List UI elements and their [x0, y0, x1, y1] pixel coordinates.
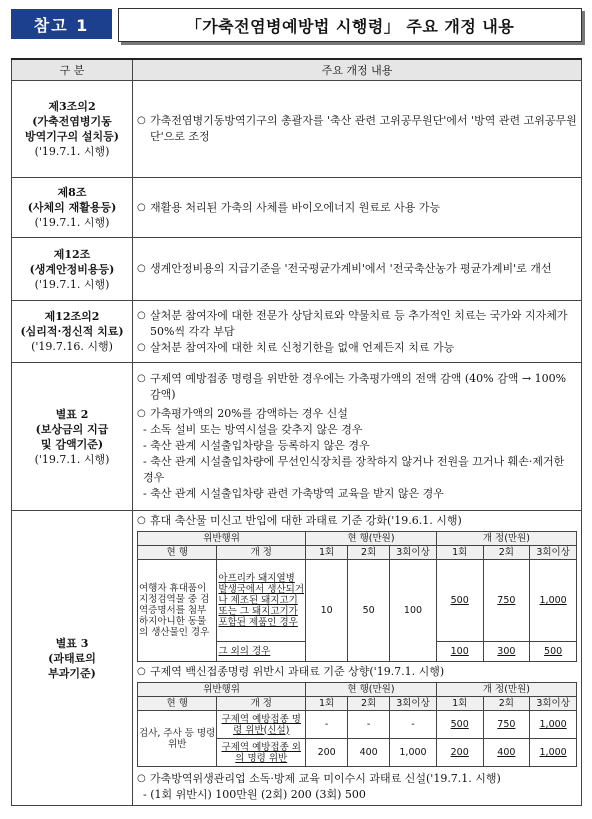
bullet-circle-icon: ○: [137, 115, 146, 126]
bullet-circle-icon: ○: [137, 341, 146, 353]
table-row: [12, 511, 582, 806]
table-row: [12, 238, 582, 301]
list-item: - 소독 설비 또는 방역시설을 갖추지 않은 경우: [143, 423, 363, 436]
list-item: - 축산 관계 시설출입차량 관련 가축방역 교육을 받지 않은 경우: [143, 487, 444, 500]
row-category: 제12조의2 (심리적·정신적 치료) ('19.7.16. 시행): [12, 301, 133, 363]
row-content: ○ 구제역 예방접종 명령을 위반한 경우에는 가축평가액의 전액 감액 (40% 감액 → 100% 감액) ○ 가축평가액의 20%를 감액하는 경우 신설 - 소독 설비 또는 방역시설을 갖추지 않은 경우 - 축산 관계 시설출입차량을 등록하지 않은 경우 - 축산 관계 시설출입차량에 무선인식장치를 장착하지 않거나 전원을 끄거나 훼손·제거한 경우 - 축산 관계 시설출입차량 관련 가축방역 교육을 받지 않은 경우: [133, 363, 582, 511]
row-category: 별표 2 (보상금의 지급 및 감액기준) ('19.7.1. 시행): [12, 363, 133, 511]
bullet-circle-icon: ○: [137, 666, 146, 677]
bullet-circle-icon: ○: [137, 515, 146, 526]
bullet-circle-icon: ○: [137, 408, 146, 419]
table-row: [12, 363, 582, 511]
list-item: - 축산 관계 시설출입차량에 무선인식장치를 장착하지 않거나 전원을 끄거나 훼손·제거한 경우: [143, 455, 565, 484]
row-content: ○ 살처분 참여자에 대한 전문가 상담치료와 약물치료 등 추가적인 치료는 국가와 지자체가 50%씩 각각 부담 ○ 살처분 참여자에 대한 치료 신청기한을 없애 언제든지 치료 가능: [133, 301, 582, 363]
list-item: - 축산 관계 시설출입차량을 등록하지 않은 경우: [143, 439, 370, 452]
table-row: [12, 301, 582, 363]
row-category: 별표 3 (과태료의 부과기준): [12, 511, 133, 806]
list-item: - (1회 위반시) 100만원 (2회) 200 (3회) 500: [143, 788, 366, 801]
bullet-circle-icon: ○: [137, 309, 146, 321]
bullet-circle-icon: ○: [137, 773, 146, 784]
page-title: 「가축전염병예방법 시행령」 주요 개정 내용: [118, 8, 582, 42]
penalty-table-1: 위반행위 현 행(만원) 개 정(만원) 현 행 개 정 1회 2회 3회이상 1회 2회 3회이상 여행자 휴대품이 지정검역물 중 검역증명서를 첨부하지아니한 동물의 생산물인 경우 아프리카 돼지열병 발생국에서 생산되거나 제조된 돼지고기 또는 그 돼지고기가 포함된 제품인 경우 10 50 100 500 750 1,000 그 외의 경우 100 300 500: [137, 531, 577, 662]
row-content: ○ 재활용 처리된 가축의 사체를 바이오에너지 원료로 사용 가능: [133, 178, 582, 238]
reference-badge: 참고 1: [11, 9, 112, 39]
header-content: 주요 개정 내용: [133, 59, 582, 81]
table-row: [12, 178, 582, 238]
penalty-table-2: 위반행위 현 행(만원) 개 정(만원) 현 행 개 정 1회 2회 3회이상 1회 2회 3회이상 검사, 주사 등 명령 위반 구제역 예방접종 명령 위반(신설) - - - 500 750 1,000 구제역 예방접종 외의 명령 위반 200 400 1,000 200 400 1,000: [137, 682, 577, 767]
amendment-table: [11, 58, 582, 806]
bullet-circle-icon: ○: [137, 263, 146, 274]
row-category: 제12조 (생계안정비용등) ('19.7.1. 시행): [12, 238, 133, 301]
table-row: [12, 81, 582, 178]
bullet-circle-icon: ○: [137, 201, 146, 213]
row-content: ○ 가축전염병기동방역기구의 총괄자를 '축산 관련 고위공무원단'에서 '방역 관련 고위공무원단'으로 조정: [133, 81, 582, 178]
bullet-circle-icon: ○: [137, 373, 146, 384]
row-category: 제8조 (사체의 재활용등) ('19.7.1. 시행): [12, 178, 133, 238]
row-content: ○ 휴대 축산물 미신고 반입에 대한 과태료 기준 강화('19.6.1. 시행) 위반행위 현 행(만원) 개 정(만원) 현 행 개 정 1회 2회 3회이상 1회 2회 3회이상 여행자 휴대품이 지정검역물 중 검역증명서를 첨부하지아니한 동물의 생산물인 경우 아프리카 돼지열병 발생국에서 생산되거나 제조된 돼지고기 또는 그 돼지고기가 포함된 제품인 경우 10 50 100 500 750 1,000 그 외의 경우 100 300 500 ○ 구제역 백신접종명령 위반시 과태료 기준 상향('19.7.1. 시행) 위반행위 현 행(만원) 개 정(만원) 현 행 개 정 1회 2회 3회이상 1회 2회 3회이상 검사, 주사 등 명령 위반 구제역 예방접종 명령 위반(신설) - - - 500 750 1,000 구제역 예방접종 외의 명령 위반 200 400 1,000 200 400 1,000 ○ 가축방역위생관리업 소독·방제 교육 미이수시 과태료 신설('19.7.1. 시행) - (1회 위반시) 100만원 (2회) 200 (3회) 500: [133, 511, 582, 806]
row-category: 제3조의2 (가축전염병기동 방역기구의 설치등) ('19.7.1. 시행): [12, 81, 133, 178]
header-category: 구 분: [12, 59, 133, 81]
row-content: ○ 생계안정비용의 지급기준을 '전국평균가계비'에서 '전국축산농가 평균가계비'로 개선: [133, 238, 582, 301]
